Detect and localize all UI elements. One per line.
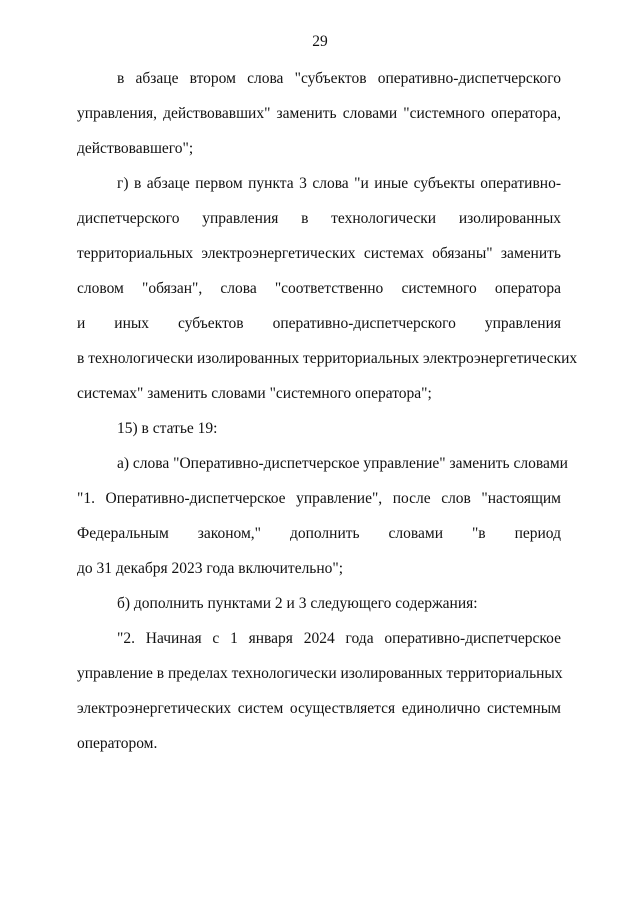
text-line: в технологически изолированных территориальных электроэнергетических xyxy=(77,350,578,367)
text-line: в абзаце втором слова "субъектов оперативно-диспетчерского xyxy=(117,70,561,87)
page-number: 29 xyxy=(312,33,328,50)
text-line: 15) в статье 19: xyxy=(117,420,218,437)
text-line: оператором. xyxy=(77,735,158,752)
text-line: б) дополнить пунктами 2 и 3 следующего содержания: xyxy=(117,595,478,612)
text-line: электроэнергетических систем осуществляется единолично системным xyxy=(77,700,561,717)
text-line: г) в абзаце первом пункта 3 слова "и иные субъекты оперативно- xyxy=(117,175,561,192)
text-line: а) слова "Оперативно-диспетчерское управление" заменить словами xyxy=(117,455,568,472)
text-line: "1. Оперативно-диспетчерское управление", после слов "настоящим xyxy=(77,490,561,507)
text-line: диспетчерского управления в технологически изолированных xyxy=(77,210,561,227)
text-line: Федеральным законом," дополнить словами "в период xyxy=(77,525,561,542)
text-line: управление в пределах технологически изолированных территориальных xyxy=(77,665,563,682)
text-line: управления, действовавших" заменить словами "системного оператора, xyxy=(77,105,561,122)
text-line: до 31 декабря 2023 года включительно"; xyxy=(77,560,344,577)
text-line: действовавшего"; xyxy=(77,140,194,157)
text-line: "2. Начиная с 1 января 2024 года оперативно-диспетчерское xyxy=(117,630,561,647)
text-line: территориальных электроэнергетических системах обязаны" заменить xyxy=(77,245,561,262)
text-line: словом "обязан", слова "соответственно системного оператора xyxy=(77,280,561,297)
text-line: системах" заменить словами "системного оператора"; xyxy=(77,385,432,402)
text-line: и иных субъектов оперативно-диспетчерского управления xyxy=(77,315,561,332)
